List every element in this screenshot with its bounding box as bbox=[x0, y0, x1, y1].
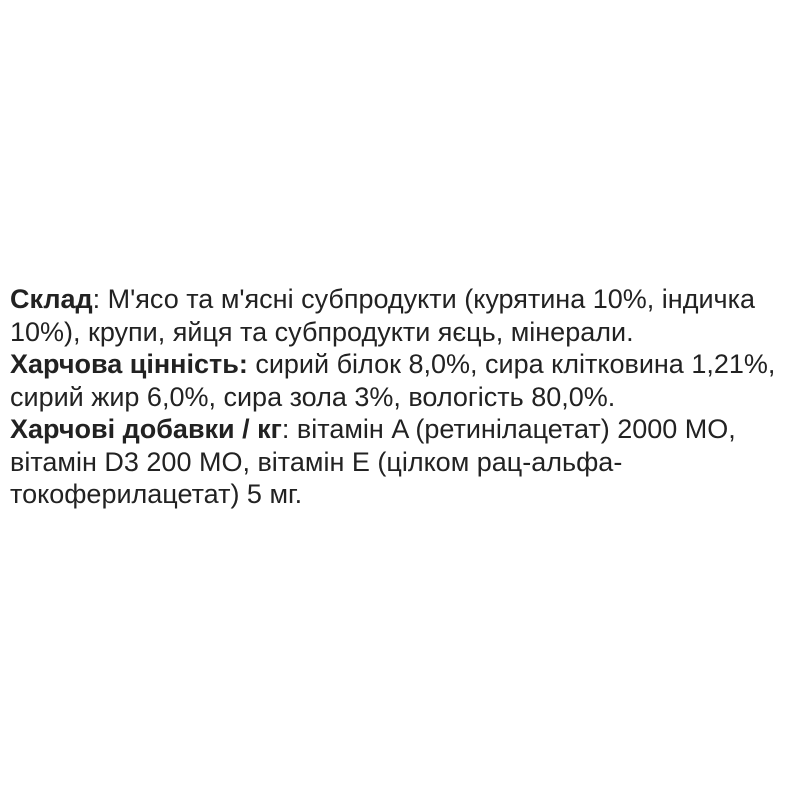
nutrition-label: Харчова цінність: bbox=[10, 349, 248, 379]
nutrition-paragraph bbox=[10, 348, 793, 413]
additives-body: : вітамін A (ретинілацетат) 2000 МО, вітамін D3 200 МО, вітамін E (цілком рац-альфа-токоферилацетат) 5 мг. bbox=[10, 414, 736, 509]
composition-label: Склад bbox=[10, 284, 93, 314]
composition-paragraph bbox=[10, 283, 793, 348]
composition-body: : М'ясо та м'ясні субпродукти (курятина 10%, індичка 10%), крупи, яйця та субпродукти яєць, мінерали. bbox=[10, 284, 756, 347]
product-description-text bbox=[10, 283, 793, 511]
additives-paragraph bbox=[10, 413, 793, 511]
nutrition-body: сирий білок 8,0%, сира клітковина 1,21%, сирий жир 6,0%, сира зола 3%, вологість 80,0%. bbox=[10, 349, 776, 412]
additives-label: Харчові добавки / кг bbox=[10, 414, 282, 444]
